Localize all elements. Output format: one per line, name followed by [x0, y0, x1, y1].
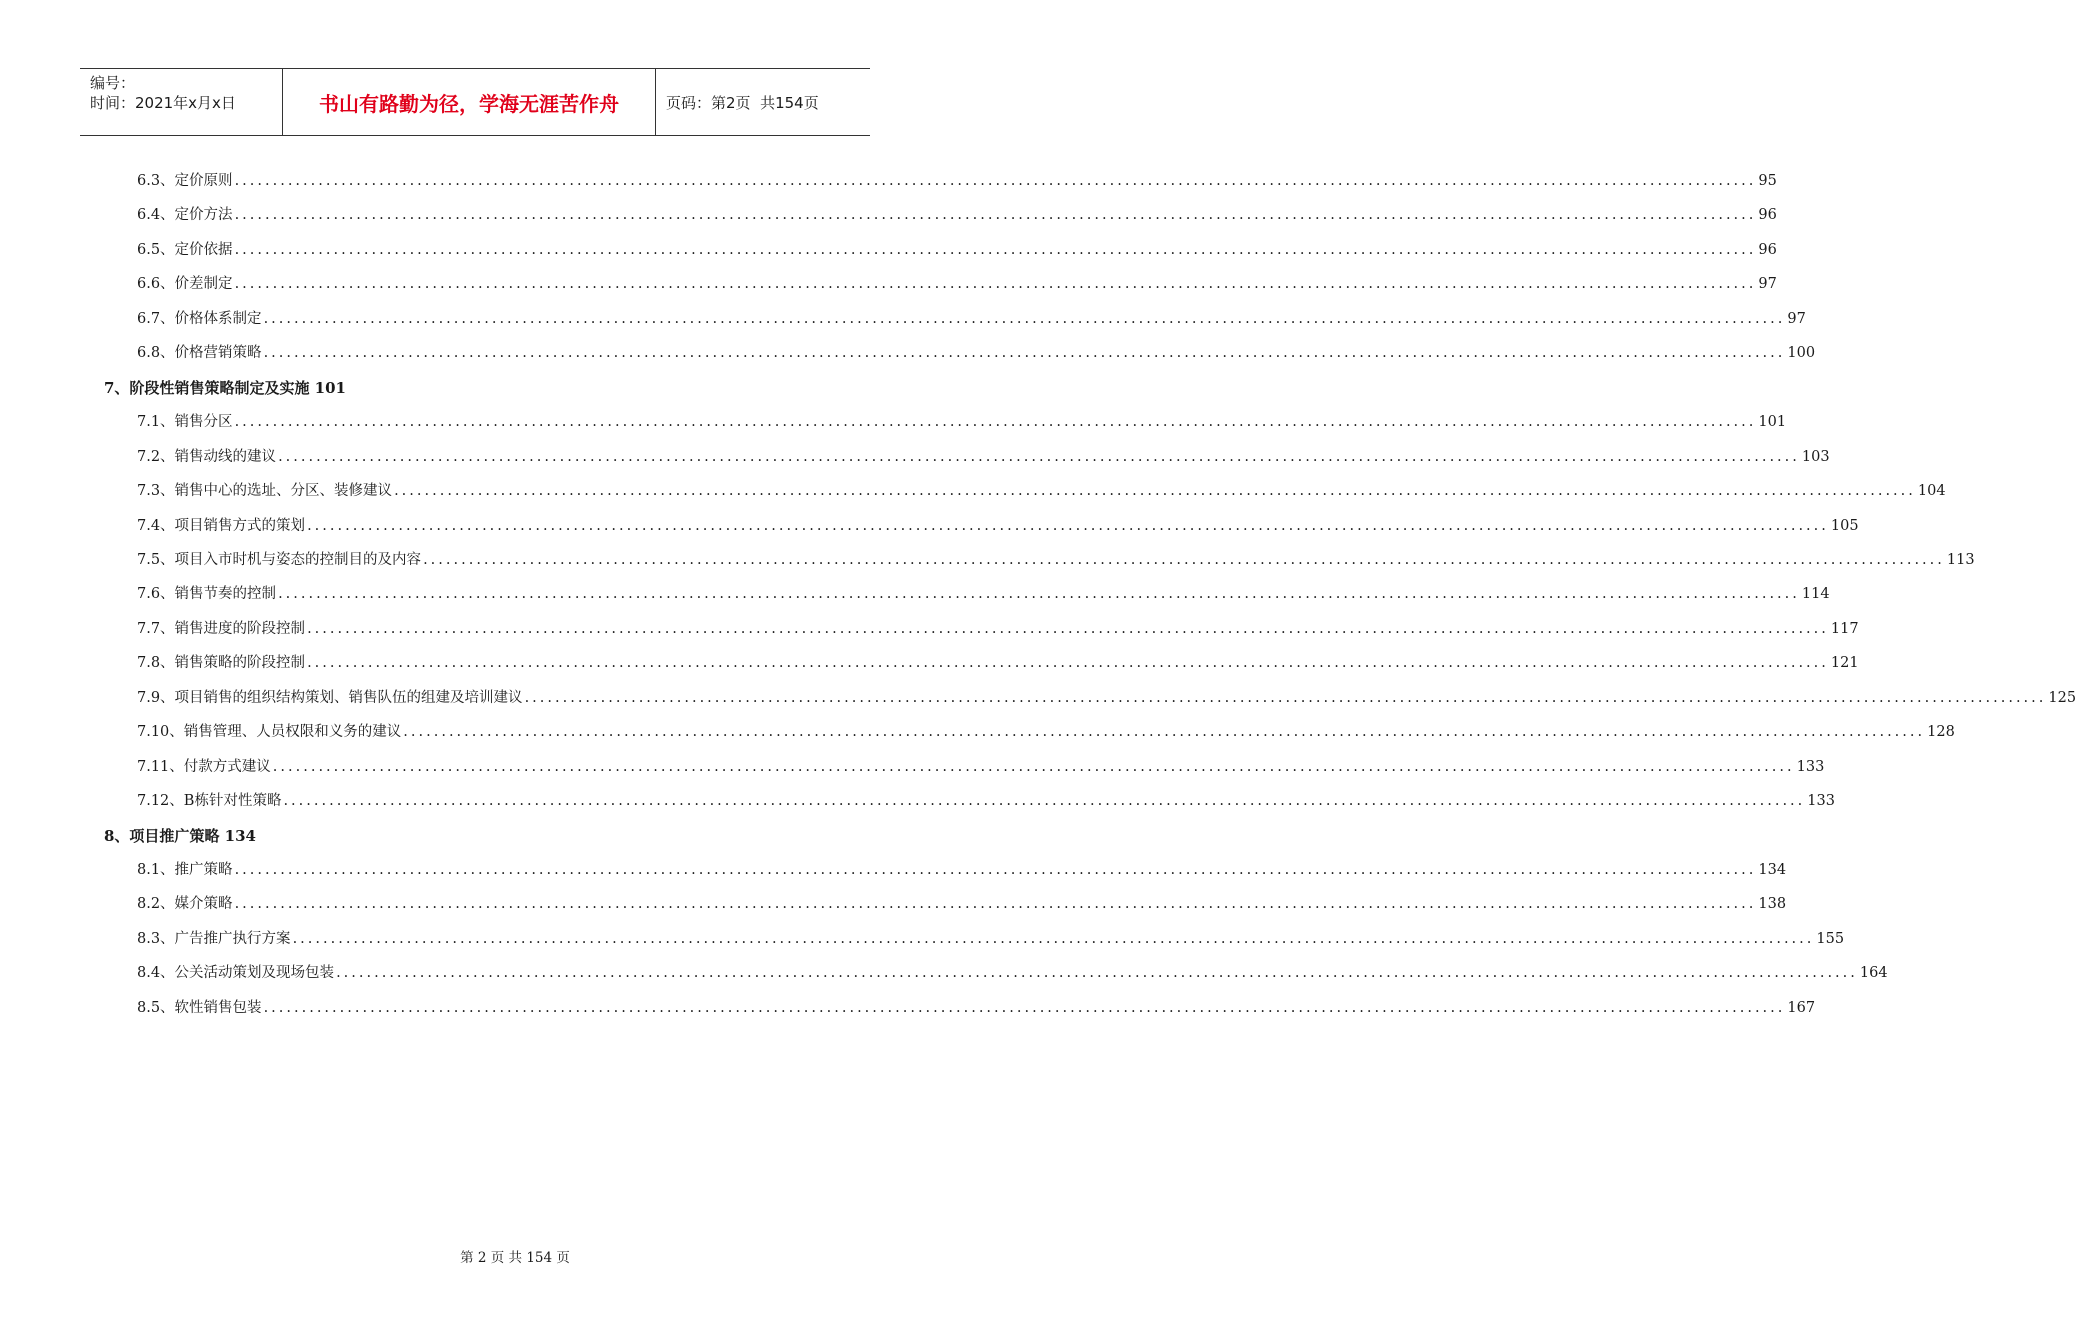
toc-entry[interactable]: [137, 273, 1777, 295]
toc-entry-label: 8.4、公关活动策划及现场包装: [137, 965, 335, 981]
toc-entry-page: 134: [1758, 862, 1787, 878]
toc-entry-label: 7.8、销售策略的阶段控制: [137, 655, 306, 671]
toc-dot-leader: ........................................................................................................................................................................................................: [234, 414, 1757, 430]
toc-dot-leader: ........................................................................................................................................................................................................: [307, 518, 1829, 534]
toc-entry-label: 6.4、定价方法: [137, 207, 233, 223]
toc-entry[interactable]: [137, 480, 1946, 502]
toc-section-heading: 7、阶段性销售策略制定及实施 101: [104, 379, 346, 397]
toc-entry[interactable]: [137, 790, 1835, 812]
toc-dot-leader: ........................................................................................................................................................................................................: [234, 173, 1757, 189]
toc-dot-leader: ........................................................................................................................................................................................................: [423, 552, 1945, 568]
toc-entry-label: 6.8、价格营销策略: [137, 345, 262, 361]
toc-entry-page: 133: [1807, 793, 1835, 809]
toc-dot-leader: ........................................................................................................................................................................................................: [234, 207, 1757, 223]
toc-dot-leader: ........................................................................................................................................................................................................: [272, 759, 1795, 775]
toc-entry-label: 6.3、定价原则: [137, 173, 233, 189]
toc-dot-leader: ........................................................................................................................................................................................................: [278, 449, 1800, 465]
header-meta: [80, 69, 282, 135]
toc-entry[interactable]: [137, 618, 1859, 640]
toc-entry-label: 8.2、媒介策略: [137, 896, 233, 912]
toc-entry-page: 101: [1758, 414, 1787, 430]
toc-entry[interactable]: [137, 239, 1777, 261]
toc-entry-label: 7.5、项目入市时机与姿态的控制目的及内容: [137, 552, 422, 568]
toc-entry-page: 125: [2048, 690, 2076, 706]
motto-text: 书山有路勤为径，学海无涯苦作舟: [319, 91, 619, 116]
toc-entry[interactable]: [137, 411, 1787, 433]
toc-entry-label: 7.6、销售节奏的控制: [137, 586, 277, 602]
footer-page-number: 第 2 页 共 154 页: [460, 1250, 570, 1266]
toc-entry[interactable]: [137, 549, 1975, 571]
toc-entry[interactable]: [137, 756, 1825, 778]
toc-entry-page: 167: [1787, 1000, 1816, 1016]
toc-dot-leader: ........................................................................................................................................................................................................: [234, 862, 1757, 878]
toc-entry[interactable]: [137, 342, 1816, 364]
toc-entry-label: 7.12、B栋针对性策略: [137, 793, 282, 809]
toc-dot-leader: ........................................................................................................................................................................................................: [263, 345, 1786, 361]
toc-entry-page: 97: [1758, 276, 1777, 292]
toc-entry[interactable]: [137, 170, 1777, 192]
toc-entry-label: 7.3、销售中心的选址、分区、装修建议: [137, 483, 393, 499]
toc-entry[interactable]: [137, 308, 1806, 330]
toc-entry[interactable]: [137, 204, 1777, 226]
toc-entry-label: 7.2、销售动线的建议: [137, 449, 277, 465]
toc-dot-leader: ........................................................................................................................................................................................................: [524, 690, 2047, 706]
toc-entry-label: 8.3、广告推广执行方案: [137, 931, 291, 947]
toc-entry-page: 97: [1787, 311, 1806, 327]
toc-entry[interactable]: [137, 859, 1787, 881]
toc-entry-page: 104: [1917, 483, 1946, 499]
toc-section-heading: 8、项目推广策略 134: [104, 827, 256, 845]
toc-dot-leader: ........................................................................................................................................................................................................: [403, 724, 1926, 740]
toc-entry-page: 114: [1801, 586, 1830, 602]
toc-entry-label: 7.11、付款方式建议: [137, 759, 271, 775]
toc-entry-page: 113: [1946, 552, 1975, 568]
page-label: 页码：第2页 共154页: [666, 93, 819, 112]
toc-entry[interactable]: [137, 928, 1845, 950]
toc-entry[interactable]: [137, 515, 1859, 537]
toc-entry-page: 128: [1927, 724, 1955, 740]
toc-entry-page: 100: [1787, 345, 1816, 361]
time-label: 时间：2021年x月x日: [90, 94, 236, 112]
toc-dot-leader: ........................................................................................................................................................................................................: [394, 483, 1916, 499]
toc-entry-label: 7.4、项目销售方式的策划: [137, 518, 306, 534]
toc-entry-page: 133: [1796, 759, 1825, 775]
toc-entry-label: 8.5、软性销售包装: [137, 1000, 262, 1016]
toc-entry-page: 164: [1859, 965, 1888, 981]
toc-entry[interactable]: [137, 997, 1816, 1019]
toc-entry-page: 105: [1830, 518, 1859, 534]
toc-dot-leader: ........................................................................................................................................................................................................: [283, 793, 1806, 809]
toc-entry-label: 7.10、销售管理、人员权限和义务的建议: [137, 724, 402, 740]
toc-entry[interactable]: [137, 687, 2076, 709]
toc-entry-label: 6.6、价差制定: [137, 276, 233, 292]
page-header: [80, 68, 870, 136]
toc-dot-leader: ........................................................................................................................................................................................................: [234, 276, 1757, 292]
toc-entry-label: 6.7、价格体系制定: [137, 311, 262, 327]
header-motto: [282, 69, 656, 135]
page-footer: [0, 1246, 950, 1266]
toc-entry-page: 121: [1830, 655, 1859, 671]
toc-entry-page: 96: [1758, 207, 1777, 223]
toc-dot-leader: ........................................................................................................................................................................................................: [278, 586, 1800, 602]
toc-entry[interactable]: [137, 583, 1830, 605]
toc-entry-label: 7.9、项目销售的组织结构策划、销售队伍的组建及培训建议: [137, 690, 523, 706]
toc-entry-label: 7.1、销售分区: [137, 414, 233, 430]
toc-entry[interactable]: [137, 893, 1787, 915]
toc-dot-leader: ........................................................................................................................................................................................................: [263, 1000, 1786, 1016]
toc-dot-leader: ........................................................................................................................................................................................................: [234, 242, 1757, 258]
toc-entry-page: 155: [1816, 931, 1845, 947]
serial-label: 编号：: [90, 74, 136, 92]
toc-dot-leader: ........................................................................................................................................................................................................: [307, 655, 1829, 671]
toc-dot-leader: ........................................................................................................................................................................................................: [292, 931, 1815, 947]
toc-entry[interactable]: [137, 446, 1830, 468]
toc-entry[interactable]: [137, 652, 1859, 674]
toc-entry-page: 103: [1801, 449, 1830, 465]
toc-dot-leader: ........................................................................................................................................................................................................: [307, 621, 1829, 637]
toc-entry-page: 117: [1830, 621, 1859, 637]
toc-entry[interactable]: [137, 721, 1955, 743]
toc-entry[interactable]: [137, 962, 1888, 984]
toc-entry-page: 95: [1758, 173, 1777, 189]
toc-dot-leader: ........................................................................................................................................................................................................: [234, 896, 1757, 912]
toc-entry-page: 138: [1758, 896, 1787, 912]
toc-entry-label: 6.5、定价依据: [137, 242, 233, 258]
toc-entry-label: 7.7、销售进度的阶段控制: [137, 621, 306, 637]
toc-dot-leader: ........................................................................................................................................................................................................: [336, 965, 1858, 981]
toc-entry-page: 96: [1758, 242, 1777, 258]
toc-dot-leader: ........................................................................................................................................................................................................: [263, 311, 1786, 327]
header-page-info: [656, 69, 870, 135]
toc-entry-label: 8.1、推广策略: [137, 862, 233, 878]
